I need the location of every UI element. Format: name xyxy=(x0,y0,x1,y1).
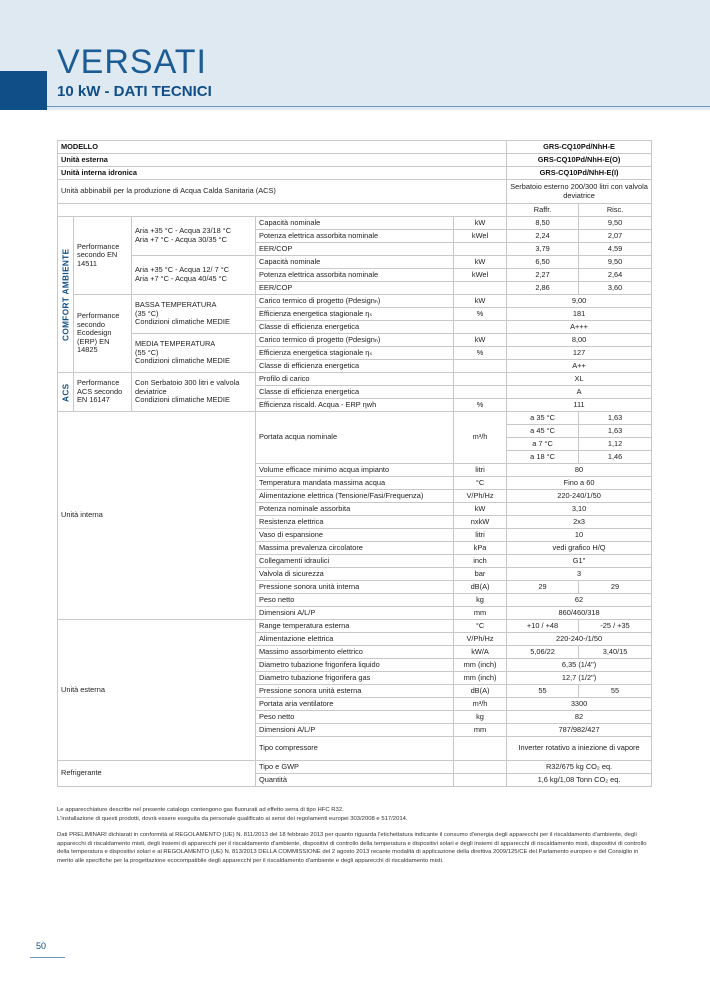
parameter-label: Potenza elettrica assorbita nominale xyxy=(256,269,454,282)
value: 1,6 kg/1,08 Tonn CO₂ eq. xyxy=(507,774,652,787)
dhw-units-label: Unità abbinabili per la produzione di Acqua Calda Sanitaria (ACS) xyxy=(58,180,507,204)
flow-value: 1,63 xyxy=(579,412,652,425)
parameter-label: Valvola di sicurezza xyxy=(256,568,454,581)
empty-cell xyxy=(58,204,507,217)
unit: kPa xyxy=(454,542,507,555)
parameter-label: Capacità nominale xyxy=(256,256,454,269)
indoor-unit-row xyxy=(58,167,652,180)
parameter-label: Vaso di espansione xyxy=(256,529,454,542)
indoor-unit-section-label: Unità interna xyxy=(58,412,256,620)
heating-value: 55 xyxy=(579,685,652,698)
value: 10 xyxy=(507,529,652,542)
water-temperature: a 7 °C xyxy=(507,438,579,451)
outdoor-unit-value: GRS-CQ10Pd/NhH-E(O) xyxy=(507,154,652,167)
spec-table-body xyxy=(58,141,652,787)
unit: V/Ph/Hz xyxy=(454,490,507,503)
flow-value: 1,46 xyxy=(579,451,652,464)
cooling-value: 6,50 xyxy=(507,256,579,269)
test-condition: MEDIA TEMPERATURA (55 °C) Condizioni climatiche MEDIE xyxy=(132,334,256,373)
parameter-label: Pressione sonora unità interna xyxy=(256,581,454,594)
indoor-unit-value: GRS-CQ10Pd/NhH-E(I) xyxy=(507,167,652,180)
value: 80 xyxy=(507,464,652,477)
parameter-label: Quantità xyxy=(256,774,454,787)
unit: kW xyxy=(454,217,507,230)
parameter-label: Potenza nominale assorbita xyxy=(256,503,454,516)
parameter-label: Diametro tubazione frigorifera gas xyxy=(256,672,454,685)
value: 2x3 xyxy=(507,516,652,529)
value: 220-240/1/50 xyxy=(507,490,652,503)
cooling-value: 3,79 xyxy=(507,243,579,256)
heating-value: 3,40/15 xyxy=(579,646,652,659)
table-row xyxy=(58,334,652,347)
note-fluorinated-gas: Le apparecchiature descritte nel presente catalogo contengono gas fluorurati ad effetto serra di tipo HFC R32. xyxy=(57,807,344,813)
unit: mm xyxy=(454,724,507,737)
heating-value: 2,07 xyxy=(579,230,652,243)
parameter-label: Massimo assorbimento elettrico xyxy=(256,646,454,659)
parameter-label: Peso netto xyxy=(256,711,454,724)
unit: % xyxy=(454,308,507,321)
spec-table xyxy=(57,140,652,787)
value: G1" xyxy=(507,555,652,568)
value: 3,10 xyxy=(507,503,652,516)
parameter-label: Capacità nominale xyxy=(256,217,454,230)
model-label: MODELLO xyxy=(58,141,507,154)
outdoor-unit-row xyxy=(58,154,652,167)
unit: kW xyxy=(454,334,507,347)
value: A++ xyxy=(507,360,652,373)
unit: nxkW xyxy=(454,516,507,529)
value: R32/675 kg CO₂ eq. xyxy=(507,761,652,774)
unit: kWel xyxy=(454,230,507,243)
flow-value: 1,12 xyxy=(579,438,652,451)
unit: m³/h xyxy=(454,412,507,464)
water-temperature: a 45 °C xyxy=(507,425,579,438)
test-condition: Con Serbatoio 300 litri e valvola deviatrice Condizioni climatiche MEDIE xyxy=(132,373,256,412)
unit: °C xyxy=(454,620,507,633)
table-row xyxy=(58,256,652,269)
table-row xyxy=(58,295,652,308)
table-row xyxy=(58,373,652,386)
footnotes xyxy=(57,806,651,865)
table-row xyxy=(58,620,652,633)
unit xyxy=(454,386,507,399)
value: 787/982/427 xyxy=(507,724,652,737)
table-row xyxy=(58,217,652,230)
unit: °C xyxy=(454,477,507,490)
parameter-label: Diametro tubazione frigorifera liquido xyxy=(256,659,454,672)
outdoor-unit-section-label: Unità esterna xyxy=(58,620,256,761)
heating-value: 9,50 xyxy=(579,256,652,269)
parameter-label: Efficienza energetica stagionale ηₛ xyxy=(256,347,454,360)
mode-header-row xyxy=(58,204,652,217)
unit: kWel xyxy=(454,269,507,282)
section-comfort-ambiente: COMFORT AMBIENTE xyxy=(58,217,74,373)
cooling-value: 29 xyxy=(507,581,579,594)
parameter-label: Alimentazione elettrica xyxy=(256,633,454,646)
parameter-label: Classe di efficienza energetica xyxy=(256,386,454,399)
cooling-value: 5,06/22 xyxy=(507,646,579,659)
header-rule xyxy=(47,106,710,107)
unit xyxy=(454,737,507,761)
cooling-value: 2,86 xyxy=(507,282,579,295)
unit: % xyxy=(454,347,507,360)
value: 9,00 xyxy=(507,295,652,308)
parameter-label: Carico termico di progetto (Pdesignₕ) xyxy=(256,295,454,308)
value: Inverter rotativo a iniezione di vapore xyxy=(507,737,652,761)
cooling-value: 8,50 xyxy=(507,217,579,230)
heating-value: 4,59 xyxy=(579,243,652,256)
value: 62 xyxy=(507,594,652,607)
heating-value: -25 / +35 xyxy=(579,620,652,633)
brand-title: VERSATI xyxy=(57,43,207,81)
footer-rule xyxy=(30,957,65,958)
heating-value: 2,64 xyxy=(579,269,652,282)
parameter-label: Pressione sonora unità esterna xyxy=(256,685,454,698)
unit: mm (inch) xyxy=(454,659,507,672)
parameter-label: Profilo di carico xyxy=(256,373,454,386)
value: 8,00 xyxy=(507,334,652,347)
unit: V/Ph/Hz xyxy=(454,633,507,646)
value: 127 xyxy=(507,347,652,360)
parameter-label: Temperatura mandata massima acqua xyxy=(256,477,454,490)
table-row xyxy=(58,412,652,425)
section-acs: ACS xyxy=(58,373,74,412)
parameter-label: Volume efficace minimo acqua impianto xyxy=(256,464,454,477)
unit: bar xyxy=(454,568,507,581)
parameter-label: Efficienza riscald. Acqua - ERP ηwh xyxy=(256,399,454,412)
page-subtitle: 10 kW - DATI TECNICI xyxy=(57,83,212,100)
unit: m³/h xyxy=(454,698,507,711)
unit: kg xyxy=(454,711,507,724)
header-accent-block xyxy=(0,71,47,110)
unit xyxy=(454,761,507,774)
page-header xyxy=(0,0,710,110)
value: 12,7 (1/2") xyxy=(507,672,652,685)
parameter-label: Massima prevalenza circolatore xyxy=(256,542,454,555)
cooling-value: 2,27 xyxy=(507,269,579,282)
test-condition: Aria +35 °C - Acqua 12/ 7 °C Aria +7 °C - Acqua 40/45 °C xyxy=(132,256,256,295)
refrigerant-section-label: Refrigerante xyxy=(58,761,256,787)
parameter-label: Tipo compressore xyxy=(256,737,454,761)
unit xyxy=(454,243,507,256)
table-row xyxy=(58,761,652,774)
cooling-value: +10 / +48 xyxy=(507,620,579,633)
unit: dB(A) xyxy=(454,581,507,594)
unit xyxy=(454,321,507,334)
value: 860/460/318 xyxy=(507,607,652,620)
value: 3 xyxy=(507,568,652,581)
parameter-label: Dimensioni A/L/P xyxy=(256,607,454,620)
parameter-label: Efficienza energetica stagionale ηₛ xyxy=(256,308,454,321)
parameter-label: Collegamenti idraulici xyxy=(256,555,454,568)
test-condition: Aria +35 °C - Acqua 23/18 °C Aria +7 °C - Acqua 30/35 °C xyxy=(132,217,256,256)
parameter-label: Classe di efficienza energetica xyxy=(256,360,454,373)
unit xyxy=(454,360,507,373)
unit: mm (inch) xyxy=(454,672,507,685)
value: 3300 xyxy=(507,698,652,711)
value: 6,35 (1/4") xyxy=(507,659,652,672)
heating-value: 29 xyxy=(579,581,652,594)
unit: % xyxy=(454,399,507,412)
cooling-value: 55 xyxy=(507,685,579,698)
parameter-label: EER/COP xyxy=(256,282,454,295)
value: 111 xyxy=(507,399,652,412)
heating-value: 3,60 xyxy=(579,282,652,295)
value: A xyxy=(507,386,652,399)
parameter-label: Classe di efficienza energetica xyxy=(256,321,454,334)
heating-value: 9,50 xyxy=(579,217,652,230)
parameter-label: Range temperatura esterna xyxy=(256,620,454,633)
model-value: GRS-CQ10Pd/NhH-E xyxy=(507,141,652,154)
unit: litri xyxy=(454,529,507,542)
model-row xyxy=(58,141,652,154)
note-regulation: Dati PRELIMINARI dichiarati in conformità al REGOLAMENTO (UE) N. 811/2013 del 18 febbraio 2013 per quanto riguarda l'etichettatura indicante il consumo d'energia degli apparecchi per il riscaldamento d'ambiente, degli apparecchi di riscaldamento misti, degli insiemi di apparecchi per il riscaldamento d'ambiente, dispositivi di controllo della temperatura e dispositivi solari e degli insiemi di apparecchi di riscaldamento misti, dispositivi di controllo della temperatura e dispositivi solari e al REGOLAMENTO (UE) N. 813/2013 DELLA COMMISSIONE del 2 agosto 2013 recante modalità di applicazione della direttiva 2009/125/CE del Parlamento europeo e del Consiglio in merito alle specifiche per la progettazione ecocompatibile degli apparecchi per il riscaldamento d'ambiente e degli apparecchi di riscaldamento misti. xyxy=(57,832,647,864)
unit: mm xyxy=(454,607,507,620)
indoor-unit-label: Unità interna idronica xyxy=(58,167,507,180)
parameter-label: EER/COP xyxy=(256,243,454,256)
parameter-label: Peso netto xyxy=(256,594,454,607)
standard-en16147: Performance ACS secondo EN 16147 xyxy=(74,373,132,412)
unit xyxy=(454,282,507,295)
value: 220-240-/1/50 xyxy=(507,633,652,646)
outdoor-unit-label: Unità esterna xyxy=(58,154,507,167)
parameter-label: Carico termico di progetto (Pdesignₕ) xyxy=(256,334,454,347)
cooling-value: 2,24 xyxy=(507,230,579,243)
parameter-label: Potenza elettrica assorbita nominale xyxy=(256,230,454,243)
value: A+++ xyxy=(507,321,652,334)
parameter-label: Tipo e GWP xyxy=(256,761,454,774)
heating-header: Risc. xyxy=(579,204,652,217)
water-temperature: a 35 °C xyxy=(507,412,579,425)
parameter-label: Portata acqua nominale xyxy=(256,412,454,464)
standard-en14825: Performance secondo Ecodesign (ERP) EN 14825 xyxy=(74,295,132,373)
value: vedi grafico H/Q xyxy=(507,542,652,555)
unit: dB(A) xyxy=(454,685,507,698)
unit xyxy=(454,373,507,386)
unit: kW/A xyxy=(454,646,507,659)
flow-value: 1,63 xyxy=(579,425,652,438)
standard-en14511: Performance secondo EN 14511 xyxy=(74,217,132,295)
dhw-units-value: Serbatoio esterno 200/300 litri con valvola deviatrice xyxy=(507,180,652,204)
unit: kW xyxy=(454,295,507,308)
value: 181 xyxy=(507,308,652,321)
parameter-label: Resistenza elettrica xyxy=(256,516,454,529)
value: XL xyxy=(507,373,652,386)
note-installation: L'installazione di questi prodotti, dovrà essere eseguita da personale qualificato ai sensi dei regolamenti europei 303/2008 e 517/2014. xyxy=(57,815,408,822)
dhw-units-row xyxy=(58,180,652,204)
test-condition: BASSA TEMPERATURA (35 °C) Condizioni climatiche MEDIE xyxy=(132,295,256,334)
value: 82 xyxy=(507,711,652,724)
unit: kW xyxy=(454,256,507,269)
unit: kg xyxy=(454,594,507,607)
water-temperature: a 18 °C xyxy=(507,451,579,464)
parameter-label: Alimentazione elettrica (Tensione/Fasi/Frequenza) xyxy=(256,490,454,503)
page-number: 50 xyxy=(36,941,47,951)
unit: litri xyxy=(454,464,507,477)
parameter-label: Portata aria ventilatore xyxy=(256,698,454,711)
unit: inch xyxy=(454,555,507,568)
unit xyxy=(454,774,507,787)
value: Fino a 60 xyxy=(507,477,652,490)
cooling-header: Raffr. xyxy=(507,204,579,217)
parameter-label: Dimensioni A/L/P xyxy=(256,724,454,737)
unit: kW xyxy=(454,503,507,516)
